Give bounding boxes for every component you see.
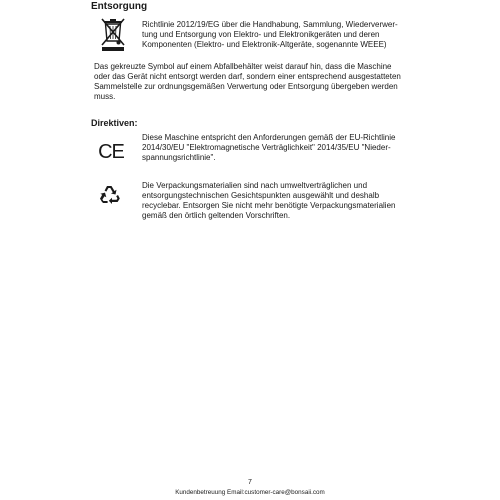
recycling-text: Die Verpackungsmaterialien sind nach umweltverträglichen und entsorgungstechnischen Gesichtspunkten ausgewählt und deshalb recyclebar. Entsorgen Sie nicht mehr benötigte Verpackungsmaterialien gemäß den örtlich geltenden Vorschriften. <box>142 181 396 220</box>
page-number: 7 <box>248 479 252 486</box>
ce-mark-icon <box>97 141 125 161</box>
ce-mark-letters: CE <box>98 141 124 161</box>
crossed-out-wheelie-bin-icon <box>99 16 127 52</box>
disposal-heading: Entsorgung <box>91 1 148 12</box>
ce-directive-text: Diese Maschine entspricht den Anforderungen gemäß der EU-Richtlinie 2014/30/EU "Elektromagnetische Verträglichkeit" 2014/35/EU "Nieder- spannungsrichtlinie". <box>142 133 396 162</box>
recycling-icon <box>99 183 121 205</box>
disposal-explanation: Das gekreuzte Symbol auf einem Abfallbehälter weist darauf hin, dass die Maschine oder das Gerät nicht entsorgt werden darf, sondern einer entsprechend ausgestatteten Sammelstelle zur ordnungsgemäßen Verwertung oder Entsorgung übergeben werden muss. <box>94 62 401 101</box>
weee-directive-text: Richtlinie 2012/19/EG über die Handhabung, Sammlung, Wiederverwer- tung und Entsorgung von Elektro- und Elektronikgeräten und deren Komponenten (Elektro- und Elektronik-Altgeräte, sogenannte WEEE) <box>142 20 398 49</box>
footer-contact: Kundenbetreuung Email:customer-care@bonsaii.com <box>175 489 325 496</box>
directives-heading: Direktiven: <box>91 118 138 128</box>
